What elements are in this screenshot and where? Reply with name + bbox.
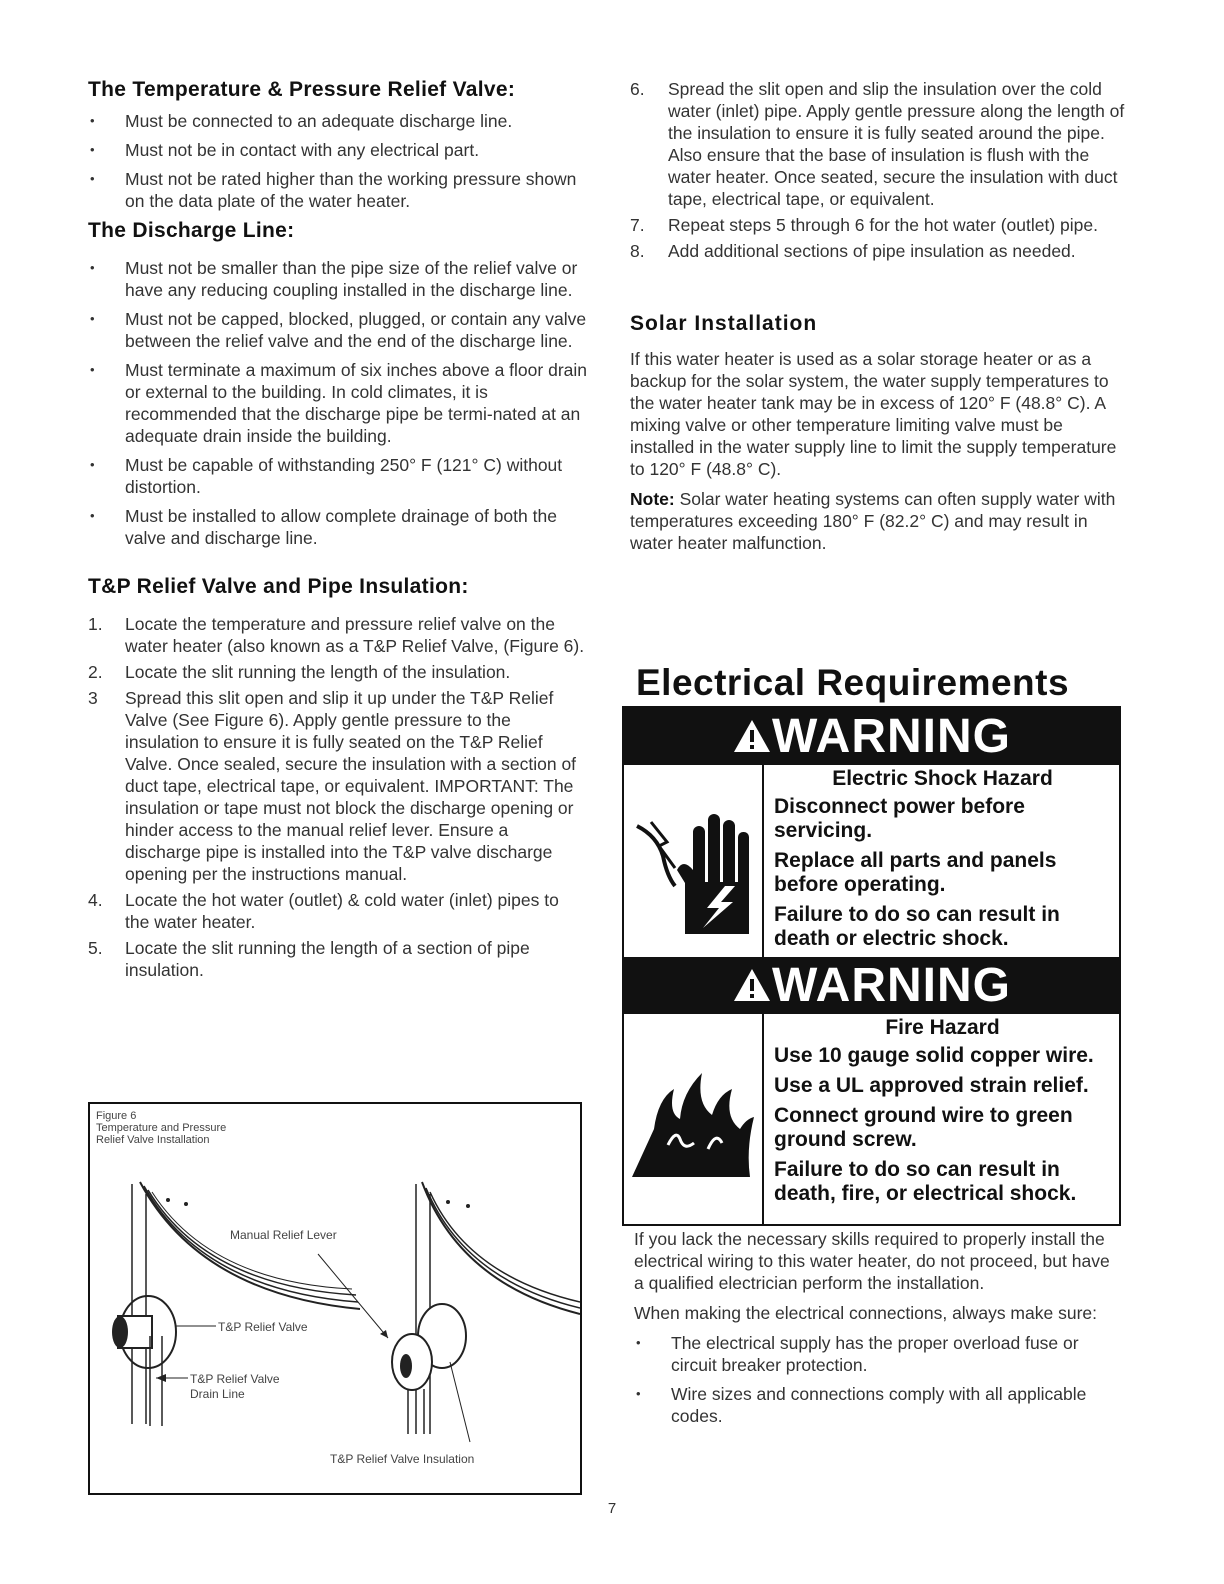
insulation-steps [88, 613, 588, 981]
list-item: 7. Repeat steps 5 through 6 for the hot water (outlet) pipe. [630, 215, 1098, 235]
warning-triangle-icon [732, 967, 772, 1003]
fire-hazard-title: Fire Hazard [885, 1016, 1000, 1039]
fire-hazard-row [624, 1013, 1119, 1224]
figure-caption: Figure 6 Temperature and Pressure Relief Valve Installation [96, 1110, 227, 1146]
list-item: • The electrical supply has the proper overload fuse or circuit breaker protection. [634, 1332, 1124, 1376]
electrical-heading: Electrical Requirements [636, 662, 1070, 703]
list-item: • Must not be capped, blocked, plugged, or contain any valve between the relief valve and the end of the discharge line. [88, 308, 588, 352]
solar-note: Note: Solar water heating systems can often supply water with temperatures exceeding 180° F (82.2° C) and may result in water heater malfunction. [630, 489, 1116, 553]
solar-paragraph: If this water heater is used as a solar storage heater or as a backup for the solar system, the water supply temperatures to the water heater tank may be in excess of 120° F (48.8° C). A mixing valve or other temperature limiting valve must be installed in the water supply line to limit the supply temperature to 120° F (48.8° C). [630, 349, 1117, 479]
electric-shock-hand-icon [624, 765, 764, 957]
fire-line: Use a UL approved strain relief. [774, 1074, 1089, 1097]
shock-hazard-title: Electric Shock Hazard [832, 767, 1053, 790]
warning-triangle-icon [732, 718, 772, 754]
list-item: 3 Spread this slit open and slip it up under the T&P Relief Valve (See Figure 6). Apply gentle pressure to the insulation to ensure it is fully seated on the T&P Relief Valve. Once sealed, secure the insulation with a section of duct tape, electrical tape, or equivalent. IMPORTANT: The insulation or tape must not block the discharge opening or hinder access to the manual relief lever. Ensure a discharge pipe is installed into the T&P valve discharge opening per the instructions manual. [88, 688, 577, 884]
warning-word: WARNING [772, 709, 1011, 763]
discharge-list [88, 257, 588, 549]
shock-hazard-row [624, 764, 1119, 957]
shock-line: Disconnect power before servicing. [774, 795, 1025, 842]
label-manual-relief-lever: Manual Relief Lever [230, 1228, 337, 1242]
discharge-heading: The Discharge Line: [88, 219, 295, 242]
fire-line: Use 10 gauge solid copper wire. [774, 1044, 1094, 1067]
list-item: 5. Locate the slit running the length of a section of pipe insulation. [88, 938, 530, 980]
tp-valve-heading: The Temperature & Pressure Relief Valve: [88, 78, 516, 101]
list-item: • Must be connected to an adequate discharge line. [88, 110, 588, 132]
list-item: 2. Locate the slit running the length of the insulation. [88, 662, 511, 682]
tp-valve-list [88, 110, 588, 212]
shock-line: Replace all parts and panels before operating. [774, 849, 1057, 896]
list-item: 8. Add additional sections of pipe insulation as needed. [630, 241, 1076, 261]
label-drain-line: T&P Relief Valve Drain Line [190, 1372, 280, 1401]
list-item: • Must be capable of withstanding 250° F (121° C) without distortion. [88, 454, 588, 498]
label-valve-insulation: T&P Relief Valve Insulation [330, 1452, 475, 1466]
fire-icon [624, 1014, 764, 1224]
page-number: 7 [607, 1500, 617, 1517]
insulation-heading: T&P Relief Valve and Pipe Insulation: [88, 575, 469, 598]
label-tp-relief-valve: T&P Relief Valve [218, 1320, 308, 1334]
fire-line: Failure to do so can result in death, fire, or electrical shock. [774, 1158, 1077, 1205]
shock-hazard-text [764, 765, 1119, 957]
left-column [88, 78, 588, 985]
electrical-paragraph: If you lack the necessary skills required to properly install the electrical wiring to this water heater, do not proceed, but have a qualified electrician perform the installation. [634, 1229, 1110, 1293]
list-item: • Must terminate a maximum of six inches above a floor drain or external to the building. In cold climates, it is recommended that the discharge pipe be termi-nated at an adequate drain inside the building. [88, 359, 588, 447]
warning-banner-shock [624, 708, 1119, 764]
fire-hazard-text [764, 1014, 1119, 1224]
fire-line: Connect ground wire to green ground screw. [774, 1104, 1073, 1151]
relief-valve-illustration [90, 1104, 580, 1493]
warning-box [622, 706, 1121, 1226]
list-item: • Must not be in contact with any electrical part. [88, 139, 588, 161]
list-item: 1. Locate the temperature and pressure relief valve on the water heater (also known as a T&P Relief Valve, (Figure 6). [88, 614, 585, 656]
list-item: 4. Locate the hot water (outlet) & cold water (inlet) pipes to the water heater. [88, 890, 559, 932]
list-item: • Must not be smaller than the pipe size of the relief valve or have any reducing coupling installed in the discharge line. [88, 257, 588, 301]
electrical-body [634, 1228, 1124, 1434]
electrical-paragraph: When making the electrical connections, always make sure: [634, 1303, 1097, 1323]
shock-line: Failure to do so can result in death or electric shock. [774, 903, 1060, 950]
list-item: • Wire sizes and connections comply with all applicable codes. [634, 1383, 1124, 1427]
solar-heading: Solar Installation [630, 312, 818, 335]
list-item: 6. Spread the slit open and slip the insulation over the cold water (inlet) pipe. Apply gentle pressure along the length of the insulation to ensure it is fully seated around the pipe. Also ensure that the base of insulation is flush with the water heater. Once seated, secure the insulation with duct tape, electrical tape, or equivalent. [630, 79, 1125, 209]
insulation-steps-continued [630, 78, 1130, 262]
figure-6 [88, 1102, 582, 1495]
warning-banner-fire [624, 957, 1119, 1013]
electrical-list [634, 1332, 1124, 1427]
right-column [630, 78, 1130, 703]
warning-word: WARNING [772, 958, 1011, 1012]
list-item: • Must be installed to allow complete drainage of both the valve and discharge line. [88, 505, 588, 549]
list-item: • Must not be rated higher than the working pressure shown on the data plate of the water heater. [88, 168, 588, 212]
